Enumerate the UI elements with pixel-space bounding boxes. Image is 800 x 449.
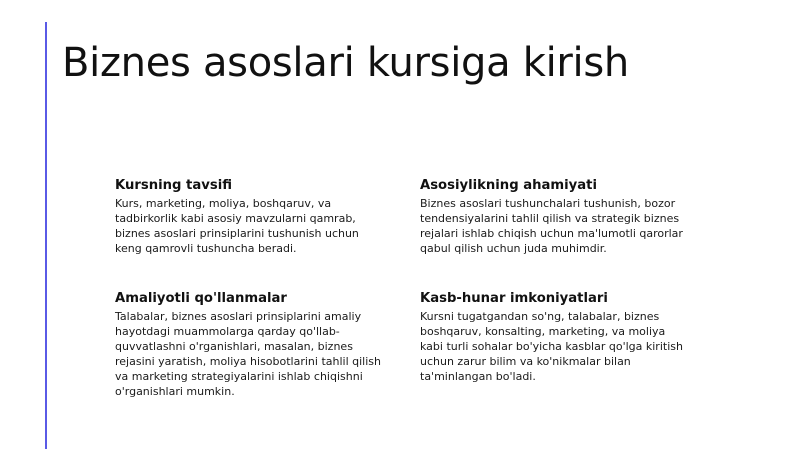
- card-heading: Kasb-hunar imkoniyatlari: [420, 291, 608, 306]
- slide-title: Biznes asoslari kursiga kirish: [62, 40, 629, 86]
- card-career-opportunities: [420, 291, 690, 384]
- accent-line: [45, 22, 47, 449]
- card-course-description: [115, 178, 385, 256]
- card-heading: Kursning tavsifi: [115, 178, 233, 193]
- card-body: Kurs, marketing, moliya, boshqaruv, va tadbirkorlik kabi asosiy mavzularni qamrab, biznes asoslari prinsiplarini tushunish uchun keng qamrovli tushuncha beradi.: [115, 197, 359, 255]
- card-body: Talabalar, biznes asoslari prinsiplarini amaliy hayotdagi muammolarga qarday qo'llab-quvvatlashni o'rganishlari, masalan, biznes rejasini yaratish, moliya hisobotlarini tahlil qilish va marketing strategiyalarini ishlab chiqishni o'rganishlari mumkin.: [115, 310, 381, 398]
- card-heading: Amaliyotli qo'llanmalar: [115, 291, 287, 306]
- card-importance: [420, 178, 700, 256]
- card-body: Kursni tugatgandan so'ng, talabalar, biznes boshqaruv, konsalting, marketing, va moliya kabi turli sohalar bo'yicha kasblar qo'lga kiritish uchun zarur bilim va ko'nikmalar bilan ta'minlangan bo'ladi.: [420, 310, 683, 383]
- card-practical-applications: [115, 291, 390, 399]
- card-body: Biznes asoslari tushunchalari tushunish, bozor tendensiyalarini tahlil qilish va strategik biznes rejalari ishlab chiqish uchun ma'lumotli qarorlar qabul qilish uchun juda muhimdir.: [420, 197, 683, 255]
- card-heading: Asosiylikning ahamiyati: [420, 178, 597, 193]
